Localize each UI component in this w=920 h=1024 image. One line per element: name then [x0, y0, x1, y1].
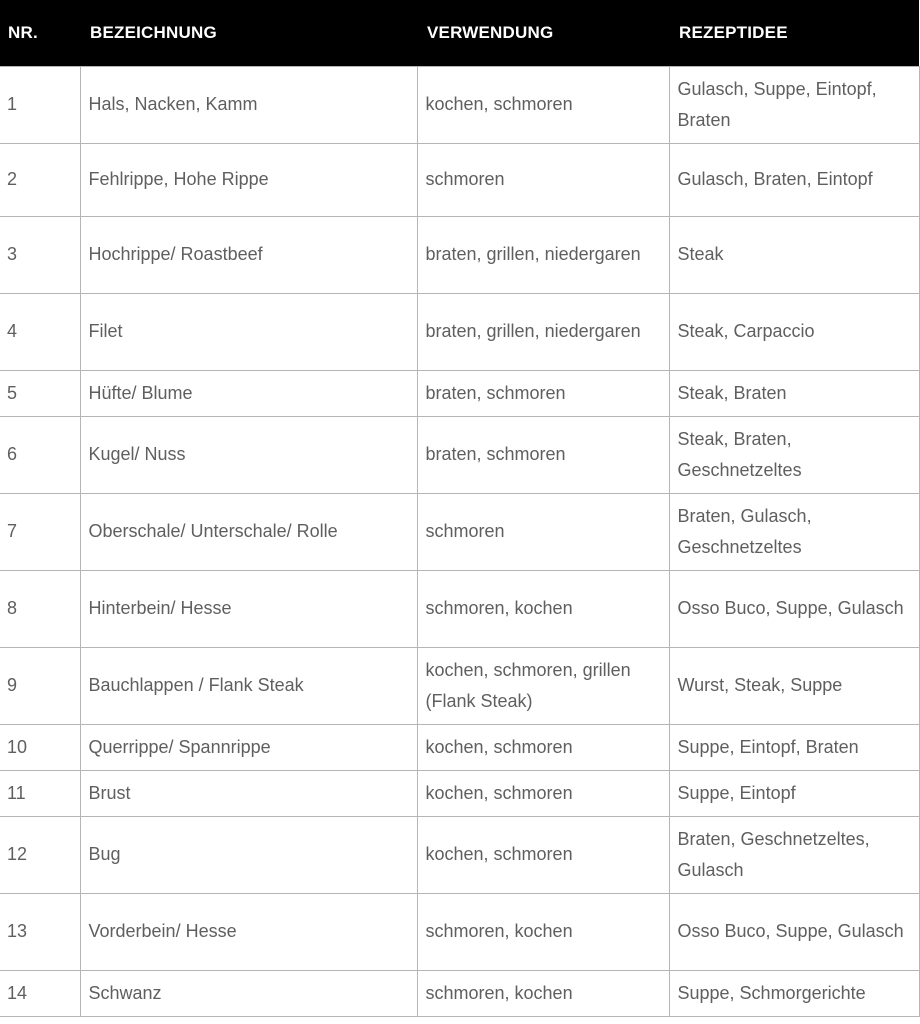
- cell-rezeptidee: Suppe, Eintopf: [669, 770, 919, 816]
- table-row: [0, 416, 919, 493]
- table-row: [0, 970, 919, 1016]
- cell-rezeptidee: Suppe, Schmorgerichte: [669, 970, 919, 1016]
- table-row: [0, 293, 919, 370]
- cell-rezeptidee: Wurst, Steak, Suppe: [669, 647, 919, 724]
- cell-verwendung: kochen, schmoren: [417, 724, 669, 770]
- cell-verwendung: schmoren: [417, 493, 669, 570]
- cell-bezeichnung: Hinterbein/ Hesse: [80, 570, 417, 647]
- table-body: [0, 66, 919, 1016]
- cell-rezeptidee: Gulasch, Braten, Eintopf: [669, 143, 919, 216]
- cell-verwendung: schmoren, kochen: [417, 570, 669, 647]
- header-nr: NR.: [8, 22, 38, 42]
- cell-bezeichnung: Oberschale/ Unterschale/ Rolle: [80, 493, 417, 570]
- cell-rezeptidee: Osso Buco, Suppe, Gulasch: [669, 893, 919, 970]
- table-row: [0, 570, 919, 647]
- cell-bezeichnung: Bug: [80, 816, 417, 893]
- cell-verwendung: braten, schmoren: [417, 370, 669, 416]
- cell-nr: 6: [0, 416, 80, 493]
- cell-verwendung: braten, schmoren: [417, 416, 669, 493]
- cell-verwendung: kochen, schmoren: [417, 66, 669, 143]
- cell-bezeichnung: Filet: [80, 293, 417, 370]
- header-bezeichnung: BEZEICHNUNG: [90, 22, 217, 42]
- table-row: [0, 216, 919, 293]
- cell-nr: 8: [0, 570, 80, 647]
- cell-bezeichnung: Hüfte/ Blume: [80, 370, 417, 416]
- table-header: [0, 0, 919, 66]
- header-row: [0, 0, 919, 66]
- table-row: [0, 816, 919, 893]
- cell-rezeptidee: Gulasch, Suppe, Eintopf, Braten: [669, 66, 919, 143]
- table-row: [0, 770, 919, 816]
- cell-rezeptidee: Steak, Carpaccio: [669, 293, 919, 370]
- cell-verwendung: kochen, schmoren, grillen (Flank Steak): [417, 647, 669, 724]
- cell-nr: 1: [0, 66, 80, 143]
- cell-nr: 7: [0, 493, 80, 570]
- table-row: [0, 647, 919, 724]
- cell-verwendung: braten, grillen, niedergaren: [417, 293, 669, 370]
- table-row: [0, 893, 919, 970]
- cell-nr: 4: [0, 293, 80, 370]
- cell-verwendung: kochen, schmoren: [417, 816, 669, 893]
- header-rezeptidee: REZEPTIDEE: [679, 22, 788, 42]
- table-row: [0, 370, 919, 416]
- cell-nr: 11: [0, 770, 80, 816]
- cell-verwendung: braten, grillen, niedergaren: [417, 216, 669, 293]
- table-row: [0, 493, 919, 570]
- cell-nr: 12: [0, 816, 80, 893]
- cell-verwendung: schmoren, kochen: [417, 970, 669, 1016]
- cell-nr: 3: [0, 216, 80, 293]
- table-row: [0, 724, 919, 770]
- cell-bezeichnung: Bauchlappen / Flank Steak: [80, 647, 417, 724]
- cell-bezeichnung: Hochrippe/ Roastbeef: [80, 216, 417, 293]
- cell-nr: 2: [0, 143, 80, 216]
- cell-nr: 13: [0, 893, 80, 970]
- cell-nr: 5: [0, 370, 80, 416]
- cell-rezeptidee: Osso Buco, Suppe, Gulasch: [669, 570, 919, 647]
- cell-rezeptidee: Braten, Gulasch, Geschnetzeltes: [669, 493, 919, 570]
- cell-rezeptidee: Steak: [669, 216, 919, 293]
- cell-nr: 14: [0, 970, 80, 1016]
- cell-rezeptidee: Steak, Braten, Geschnetzeltes: [669, 416, 919, 493]
- cell-bezeichnung: Schwanz: [80, 970, 417, 1016]
- cell-bezeichnung: Hals, Nacken, Kamm: [80, 66, 417, 143]
- cell-bezeichnung: Querrippe/ Spannrippe: [80, 724, 417, 770]
- cell-bezeichnung: Kugel/ Nuss: [80, 416, 417, 493]
- cell-rezeptidee: Steak, Braten: [669, 370, 919, 416]
- cell-rezeptidee: Braten, Geschnetzeltes, Gulasch: [669, 816, 919, 893]
- cell-rezeptidee: Suppe, Eintopf, Braten: [669, 724, 919, 770]
- header-verwendung: VERWENDUNG: [427, 22, 554, 42]
- table-row: [0, 66, 919, 143]
- cell-verwendung: schmoren: [417, 143, 669, 216]
- table-row: [0, 143, 919, 216]
- cell-bezeichnung: Brust: [80, 770, 417, 816]
- cell-bezeichnung: Vorderbein/ Hesse: [80, 893, 417, 970]
- cell-verwendung: schmoren, kochen: [417, 893, 669, 970]
- cell-nr: 10: [0, 724, 80, 770]
- cell-bezeichnung: Fehlrippe, Hohe Rippe: [80, 143, 417, 216]
- cell-nr: 9: [0, 647, 80, 724]
- cell-verwendung: kochen, schmoren: [417, 770, 669, 816]
